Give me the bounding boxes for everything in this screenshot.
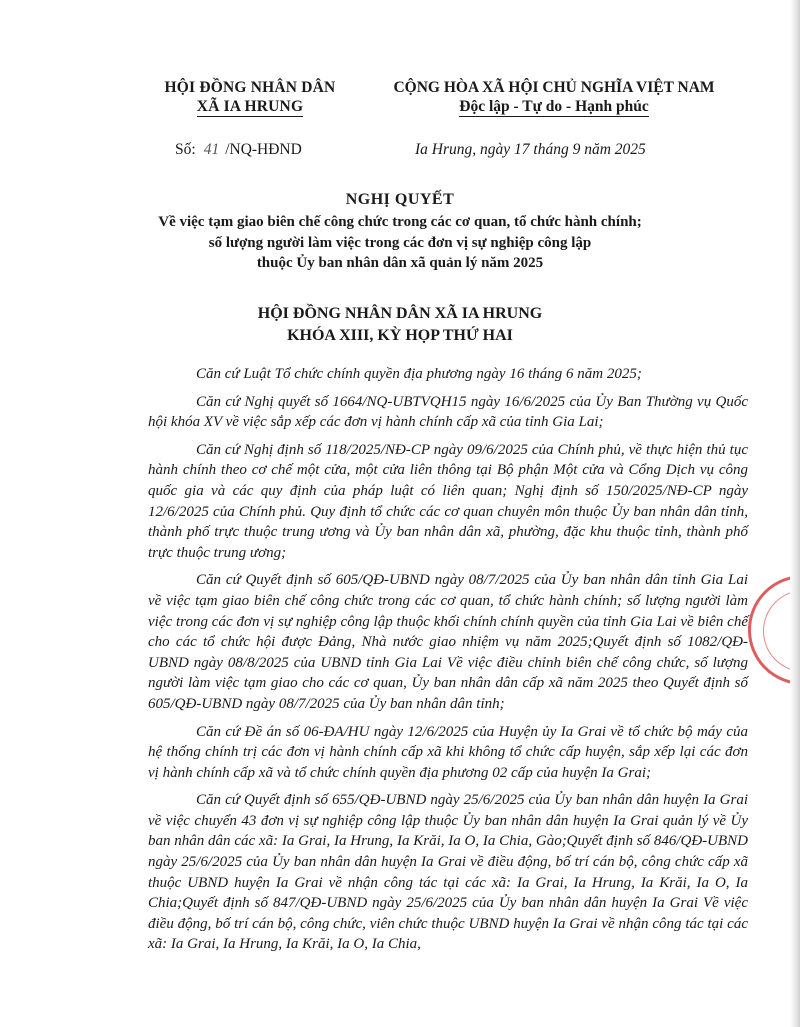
- legal-basis-paragraph: Căn cứ Nghị quyết số 1664/NQ-UBTVQH15 ngày 16/6/2025 của Ủy Ban Thường vụ Quốc hội khóa XV về việc sắp xếp các đơn vị hành chính cấp xã của tỉnh Gia Lai;: [148, 393, 748, 431]
- national-motto: Độc lập - Tự do - Hạnh phúc: [459, 98, 649, 115]
- document-title: NGHỊ QUYẾT: [345, 191, 455, 208]
- issuer-header-line1: HỘI ĐỒNG NHÂN DÂN: [164, 79, 336, 96]
- issuer-header-line2: XÃ IA HRUNG: [196, 98, 304, 115]
- subtitle-line-1: Về việc tạm giao biên chế công chức trong các cơ quan, tổ chức hành chính;: [158, 214, 642, 230]
- legal-basis-paragraph: Căn cứ Nghị định số 118/2025/NĐ-CP ngày 09/6/2025 của Chính phủ, về thực hiện thủ tục hành chính theo cơ chế một cửa, một cửa liên thông tại Bộ phận Một cửa và Cổng Dịch vụ công quốc gia và các quy định của pháp luật có liên quan; Nghị định số 150/2025/NĐ-CP ngày 12/6/2025 của Chính phủ. Quy định tổ chức các cơ quan chuyên môn thuộc Ủy ban nhân dân tỉnh, thành phố trực thuộc trung ương và Ủy ban nhân dân xã, phường, đặc khu thuộc tỉnh, thành phố trực thuộc trung ương;: [148, 441, 748, 561]
- document-date: Ia Hrung, ngày 17 tháng 9 năm 2025: [415, 141, 646, 158]
- document-number-suffix: /NQ-HĐND: [225, 141, 302, 158]
- issuing-council-line1: HỘI ĐỒNG NHÂN DÂN XÃ IA HRUNG: [257, 305, 543, 322]
- page-edge-shadow: [790, 0, 800, 1027]
- issuing-council: [110, 303, 690, 347]
- document-number: [175, 141, 302, 159]
- legal-basis-paragraph: Căn cứ Quyết định số 605/QĐ-UBND ngày 08/7/2025 của Ủy ban nhân dân tỉnh Gia Lai về việc tạm giao biên chế công chức trong các cơ quan, tổ chức hành chính; số lượng người làm việc trong các đơn vị sự nghiệp công lập thuộc khối chính chính quyền của tỉnh Gia Lai về biên chế cho các tổ chức hội được Đảng, Nhà nước giao nhiệm vụ năm 2025;Quyết định số 1082/QĐ-UBND ngày 08/8/2025 của UBND tỉnh Gia Lai Về việc điều chỉnh biên chế công chức, số lượng người làm việc tạm giao cho các cơ quan, Ủy ban nhân dân cấp xã năm 2025 theo Quyết định số 605/QĐ-UBND ngày 08/7/2025 của Ủy ban nhân dân tỉnh;: [148, 572, 748, 712]
- issuing-council-line2: KHÓA XIII, KỲ HỌP THỨ HAI: [287, 327, 513, 344]
- national-title: CỘNG HÒA XÃ HỘI CHỦ NGHĨA VIỆT NAM: [393, 79, 715, 96]
- legal-basis-paragraph: Căn cứ Đề án số 06-ĐA/HU ngày 12/6/2025 của Huyện ủy Ia Grai về tổ chức bộ máy của hệ thống chính trị các đơn vị hành chính cấp xã khi không tổ chức cấp huyện, sắp xếp lại các đơn vị hành chính cấp xã và tổ chức chính quyền địa phương 02 cấp của huyện Ia Grai;: [148, 723, 748, 781]
- document-number-prefix: Số:: [175, 141, 196, 158]
- legal-basis-paragraph: Căn cứ Luật Tổ chức chính quyền địa phương ngày 16 tháng 6 năm 2025;: [196, 366, 642, 382]
- subtitle-line-2: số lượng người làm việc trong các đơn vị sự nghiệp công lập: [208, 234, 592, 251]
- legal-basis-section: [148, 364, 748, 962]
- national-header: [368, 78, 740, 116]
- subtitle-line-3: thuộc Ủy ban nhân dân xã quản lý năm 2025: [256, 255, 544, 271]
- document-subtitle: [110, 212, 690, 274]
- issuer-header: [140, 78, 360, 116]
- document-number-value: 41: [203, 141, 220, 158]
- legal-basis-paragraph: Căn cứ Quyết định số 655/QĐ-UBND ngày 25/6/2025 của Ủy ban nhân dân huyện Ia Grai về việc chuyển 43 đơn vị sự nghiệp công lập thuộc Ủy ban nhân dân huyện Ia Grai quản lý về Ủy ban nhân dân các xã: Ia Grai, Ia Hrung, Ia Krăi, Ia O, Ia Chia, Gào;Quyết định số 846/QĐ-UBND ngày 25/6/2025 của Ủy ban nhân dân huyện Ia Grai về điều động, bố trí cán bộ, công chức cấp xã thuộc UBND huyện Ia Grai về nhận công tác tại các xã: Ia Grai, Ia Hrung, Ia Krăi, Ia O, Ia Chia;Quyết định số 847/QĐ-UBND ngày 25/6/2025 của Ủy ban nhân dân huyện Ia Grai Về việc điều động, bố trí cán bộ, công chức, viên chức thuộc UBND huyện Ia Grai về nhận công tác tại các xã: Ia Grai, Ia Hrung, Ia Krăi, Ia O, Ia Chia,: [148, 792, 748, 953]
